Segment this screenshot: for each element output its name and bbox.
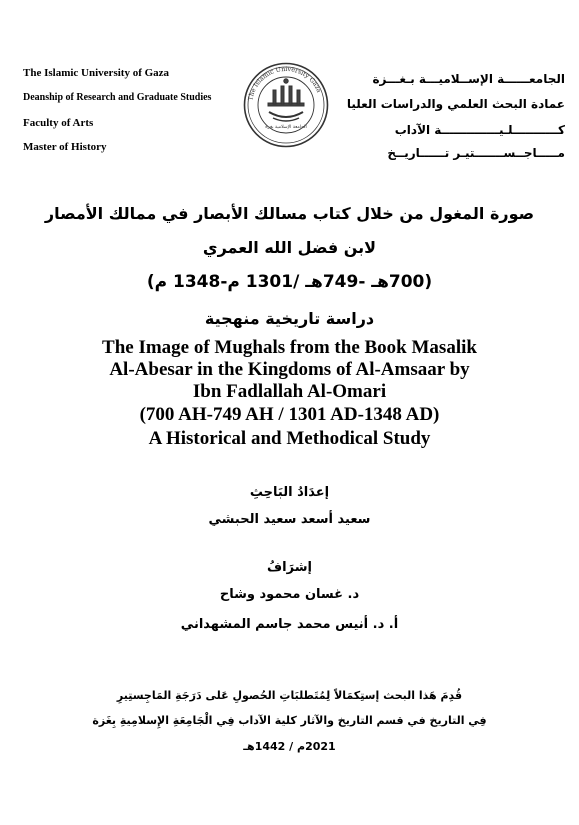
prepared-by-label: إعدَادُ البَاحِثِ xyxy=(249,485,330,500)
title-en-subtitle: A Historical and Methodical Study xyxy=(148,428,431,449)
header-ar-university: الجامعــــــة الإســلاميـــة بـغـــزة xyxy=(372,72,565,86)
title-en-line2: Al-Abesar in the Kingdoms of Al-Amsaar by xyxy=(109,359,470,380)
supervision-label: إشرَافُ xyxy=(267,560,312,575)
title-ar-dates: (700هـ -749هـ /1301 م-1348 م) xyxy=(146,272,433,292)
title-en-line3: Ibn Fadlallah Al-Omari xyxy=(192,381,387,402)
header-en-program: Master of History xyxy=(23,141,107,153)
supervisor-1: د. غسان محمود وشاح xyxy=(219,587,360,602)
seal-ring-text: The Islamic University Gaza xyxy=(247,65,323,102)
title-en-dates: (700 AH-749 AH / 1301 AD-1348 AD) xyxy=(139,404,440,425)
seal-center-text: الجامعة الإسلامية بغزة xyxy=(265,125,307,130)
researcher-name: سعيد أسعد سعيد الحبشي xyxy=(208,512,371,527)
title-ar-line2: لابن فضل الله العمري xyxy=(202,238,377,257)
header-ar-deanship: عمادة البحث العلمي والدراسات العليا xyxy=(346,97,565,111)
header-en-university: The Islamic University of Gaza xyxy=(23,67,170,79)
supervisor-2: أ. د. أنيس محمد جاسم المشهداني xyxy=(180,617,399,632)
title-en-line1: The Image of Mughals from the Book Masalik xyxy=(102,337,477,358)
header-ar-program: مـــــاجــســـــــتيـر تــــــاريــخ xyxy=(387,146,565,160)
header-en-deanship: Deanship of Research and Graduate Studies xyxy=(23,92,212,103)
header-en-faculty: Faculty of Arts xyxy=(23,117,94,129)
footer-year: 2021م / 1442هـ xyxy=(243,740,336,753)
title-ar-subtitle: دراسة تاريخية منهجية xyxy=(204,309,375,328)
seal-icon xyxy=(243,62,329,148)
footer-submission-line2: فِي التاريخ في قسم التاريخ والآثار كلية الآداب فِي الْجَامِعَةِ الإِسلامِيةِ بِغَزة xyxy=(92,714,487,727)
title-ar-line1: صورة المغول من خلال كتاب مسالك الأبصار في ممالك الأمصار xyxy=(44,204,535,223)
header-ar-faculty: كـــــــــــلـيــــــــــــــة الآداب xyxy=(394,123,565,137)
footer-submission-line1: قُدِمَ هَذا البحث إستِكمَالاً لِمُتَطلبَاتِ الحُصولِ عَلى دَرَجَةِ المَاجِستِيرِ xyxy=(116,689,463,702)
university-seal-logo xyxy=(243,62,329,148)
